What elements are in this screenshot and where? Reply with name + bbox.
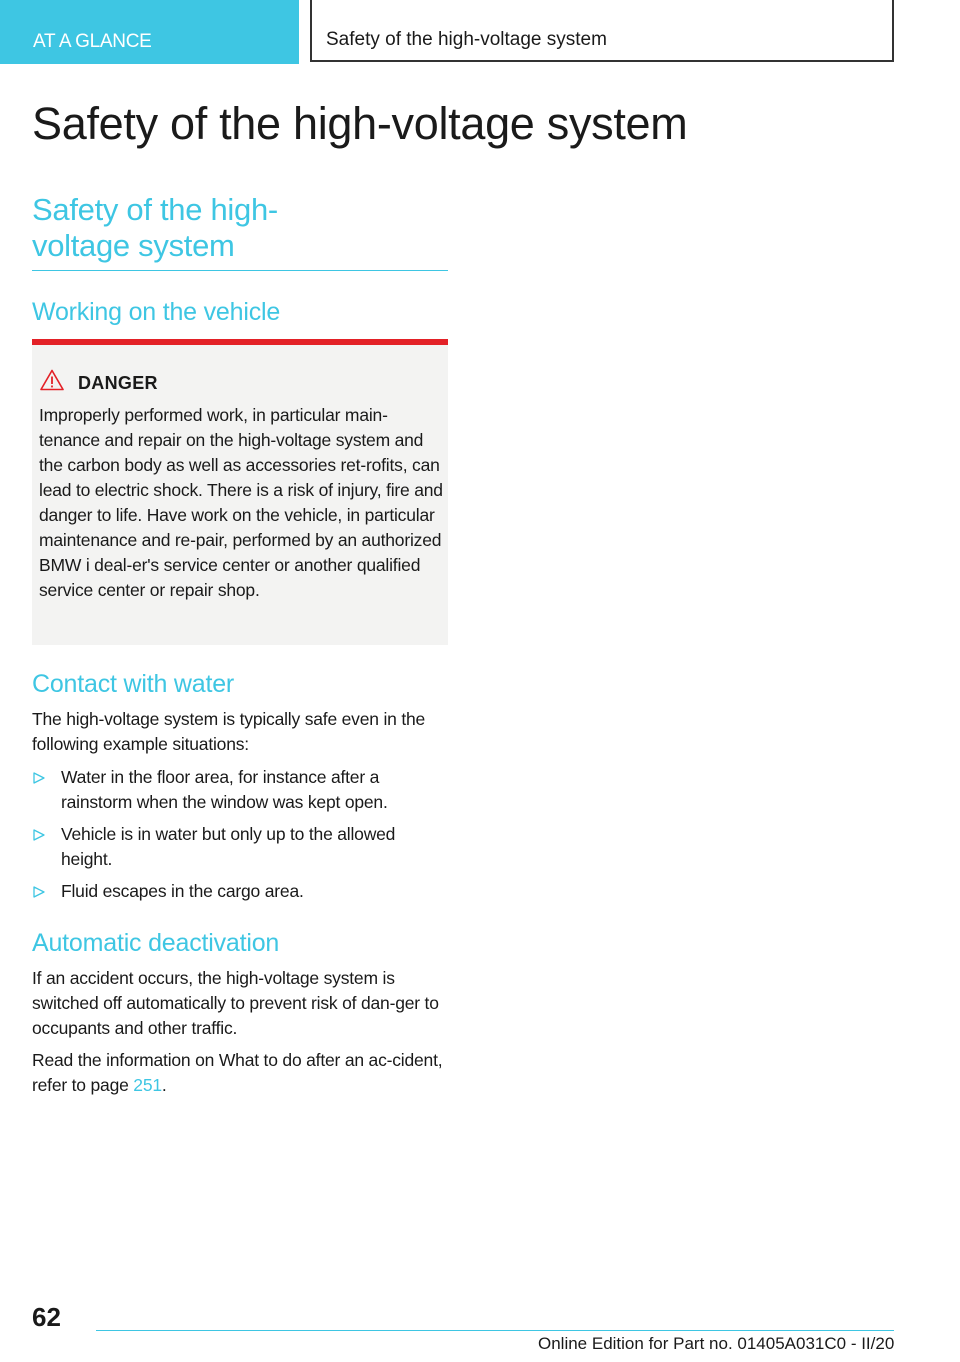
footer-divider: [96, 1330, 894, 1331]
triangle-bullet-icon: [33, 886, 45, 898]
water-situations-list: [32, 765, 444, 911]
list-item: [32, 765, 444, 815]
reference-text: Read the information on What to do after an ac-cident, refer to page: [32, 1050, 443, 1095]
chapter-header: [310, 0, 894, 62]
list-item-text: Vehicle is in water but only up to the allowed height.: [61, 824, 396, 869]
list-item: [32, 822, 444, 872]
warning-triangle-icon: [40, 369, 64, 391]
list-item-text: Water in the floor area, for instance after a rainstorm when the window was kept open.: [61, 767, 388, 812]
list-item-text: Fluid escapes in the cargo area.: [61, 881, 304, 901]
danger-label: DANGER: [78, 373, 158, 393]
danger-warning-box: [32, 339, 448, 645]
heading-contact-with-water: Contact with water: [32, 670, 235, 698]
chapter-header-label: Safety of the high-voltage system: [326, 29, 607, 50]
page-reference-link[interactable]: 251: [133, 1075, 162, 1095]
triangle-bullet-icon: [33, 772, 45, 784]
section-subtitle: Safety of the high-voltage system: [32, 192, 278, 263]
triangle-bullet-icon: [33, 829, 45, 841]
section-tab[interactable]: [0, 0, 299, 64]
edition-note: Online Edition for Part no. 01405A031C0 - II/20: [538, 1334, 895, 1353]
subtitle-divider: [32, 270, 448, 271]
deactivation-reference: [32, 1048, 444, 1098]
page-number: 62: [32, 1302, 61, 1332]
water-intro: The high-voltage system is typically safe even in the following example situations:: [32, 709, 426, 754]
deactivation-text: If an accident occurs, the high-voltage system is switched off automatically to prevent risk of dan-ger to occupants and other traffic.: [32, 968, 439, 1038]
danger-text: Improperly performed work, in particular main-tenance and repair on the high-voltage system and the carbon body as well as accessories ret-rofits, can lead to electric shock. There is a risk of injury, fire and danger to life. Have work on the vehicle, in particular maintenance and re-pair, performed by an authorized BMW i deal-er's service center or another qualified service center or repair shop.: [39, 405, 443, 600]
list-item: [32, 879, 444, 904]
reference-end: .: [161, 1075, 167, 1095]
section-tab-label: AT A GLANCE: [33, 31, 152, 52]
heading-working-on-vehicle: Working on the vehicle: [32, 298, 281, 326]
heading-automatic-deactivation: Automatic deactivation: [32, 929, 280, 957]
page-title: Safety of the high-voltage system: [32, 98, 688, 149]
